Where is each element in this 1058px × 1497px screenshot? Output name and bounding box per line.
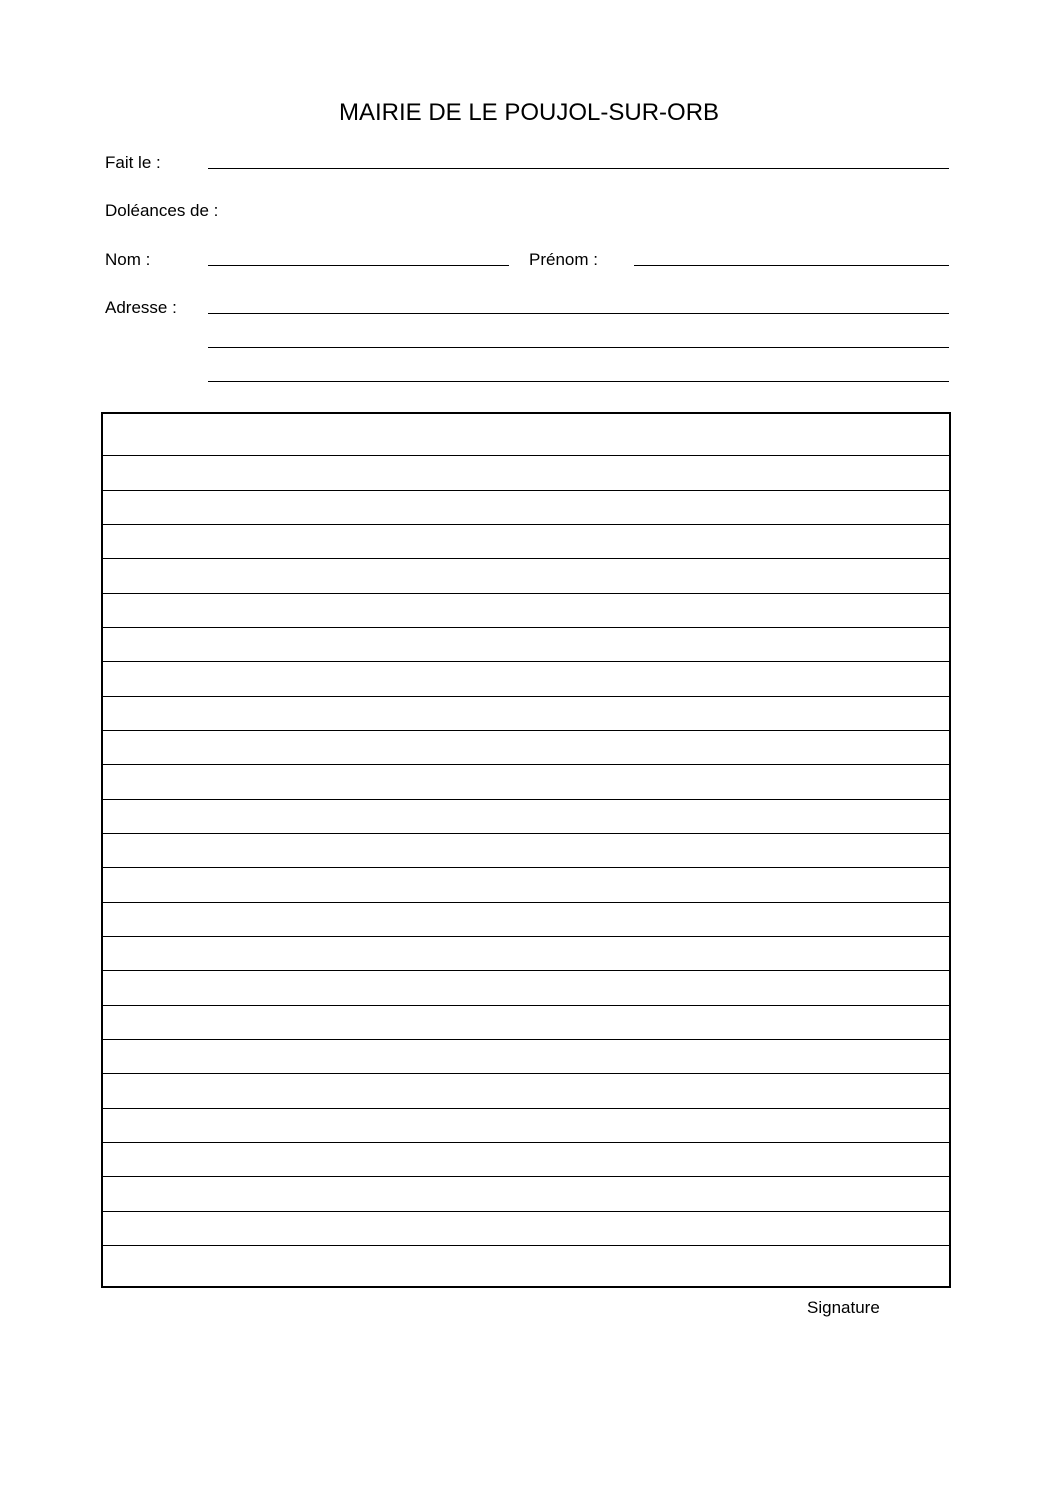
comment-line <box>103 558 949 559</box>
comment-line <box>103 936 949 937</box>
comment-line <box>103 970 949 971</box>
comment-line <box>103 1245 949 1246</box>
comment-line <box>103 867 949 868</box>
comment-line <box>103 696 949 697</box>
comment-line <box>103 593 949 594</box>
comment-line <box>103 1039 949 1040</box>
comment-line <box>103 1176 949 1177</box>
signature-label: Signature <box>807 1298 880 1317</box>
address-line[interactable] <box>208 381 949 382</box>
comment-line <box>103 730 949 731</box>
comment-line <box>103 1073 949 1074</box>
comment-line <box>103 661 949 662</box>
comment-line <box>103 1142 949 1143</box>
address-line[interactable] <box>208 347 949 348</box>
date-label: Fait le : <box>105 153 161 172</box>
firstname-label: Prénom : <box>529 250 598 269</box>
address-label: Adresse : <box>105 298 177 317</box>
from-label: Doléances de : <box>105 201 219 220</box>
comment-line <box>103 902 949 903</box>
date-line[interactable] <box>208 168 949 169</box>
comment-line <box>103 455 949 456</box>
comment-line <box>103 799 949 800</box>
comment-line <box>103 1108 949 1109</box>
firstname-line[interactable] <box>634 265 949 266</box>
page-title: MAIRIE DE LE POUJOL-SUR-ORB <box>338 99 720 126</box>
comment-line <box>103 490 949 491</box>
address-line[interactable] <box>208 313 949 314</box>
comment-line <box>103 1005 949 1006</box>
comment-line <box>103 1211 949 1212</box>
comment-line <box>103 627 949 628</box>
comment-line <box>103 764 949 765</box>
grievance-text-area[interactable] <box>101 412 951 1288</box>
lastname-line[interactable] <box>208 265 509 266</box>
comment-line <box>103 524 949 525</box>
comment-line <box>103 833 949 834</box>
lastname-label: Nom : <box>105 250 151 269</box>
